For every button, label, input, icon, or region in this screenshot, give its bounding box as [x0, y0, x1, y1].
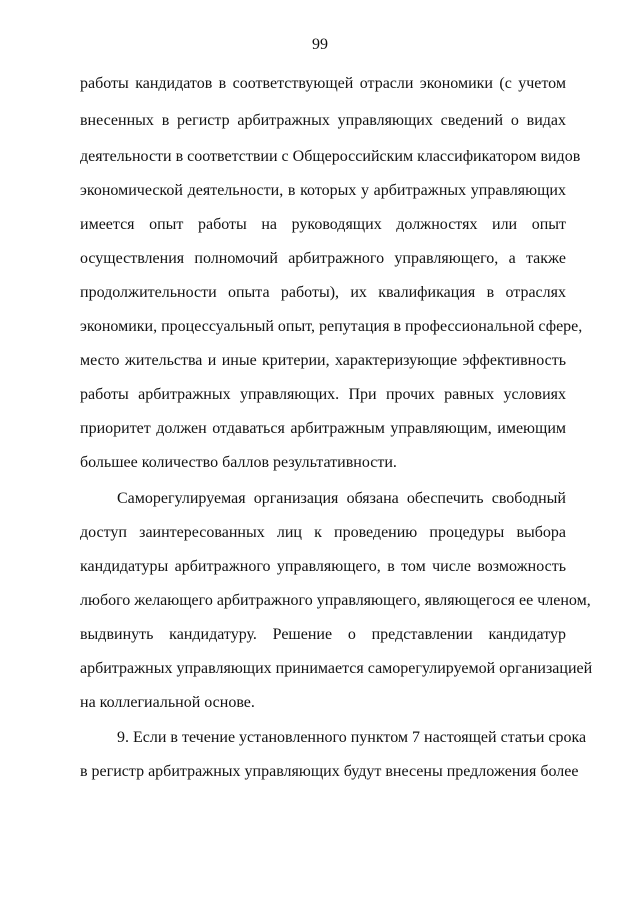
text-line: приоритет должен отдаваться арбитражным управляющим, имеющим	[80, 420, 566, 437]
text-line: деятельности в соответствии с Общероссийским классификатором видов	[80, 148, 581, 165]
text-line: место жительства и иные критерии, характеризующие эффективность	[80, 352, 566, 369]
text-line: в регистр арбитражных управляющих будут внесены предложения более	[80, 763, 579, 780]
text-line: арбитражных управляющих принимается саморегулируемой организацией	[80, 660, 593, 677]
text-line: доступ заинтересованных лиц к проведению процедуры выбора	[80, 524, 566, 541]
text-line: продолжительности опыта работы), их квалификация в отраслях	[80, 284, 566, 301]
text-line: на коллегиальной основе.	[80, 694, 255, 711]
text-line: любого желающего арбитражного управляющего, являющегося ее членом,	[80, 592, 591, 609]
text-line: внесенных в регистр арбитражных управляющих сведений о видах	[80, 112, 566, 129]
text-line: работы арбитражных управляющих. При прочих равных условиях	[80, 386, 566, 403]
text-line: экономики, процессуальный опыт, репутация в профессиональной сфере,	[80, 318, 583, 335]
text-line: осуществления полномочий арбитражного управляющего, а также	[80, 250, 566, 267]
text-line: экономической деятельности, в которых у арбитражных управляющих	[80, 182, 566, 199]
page-number: 99	[312, 36, 328, 53]
text-line: большее количество баллов результативности.	[80, 454, 397, 471]
text-line: 9. Если в течение установленного пунктом 7 настоящей статьи срока	[117, 729, 587, 746]
text-line: работы кандидатов в соответствующей отрасли экономики (с учетом	[80, 75, 566, 92]
text-line: имеется опыт работы на руководящих должностях или опыт	[80, 216, 566, 233]
text-line: выдвинуть кандидатуру. Решение о представлении кандидатур	[80, 626, 566, 643]
text-line: Саморегулируемая организация обязана обеспечить свободный	[117, 490, 566, 507]
text-line: кандидатуры арбитражного управляющего, в том числе возможность	[80, 558, 566, 575]
